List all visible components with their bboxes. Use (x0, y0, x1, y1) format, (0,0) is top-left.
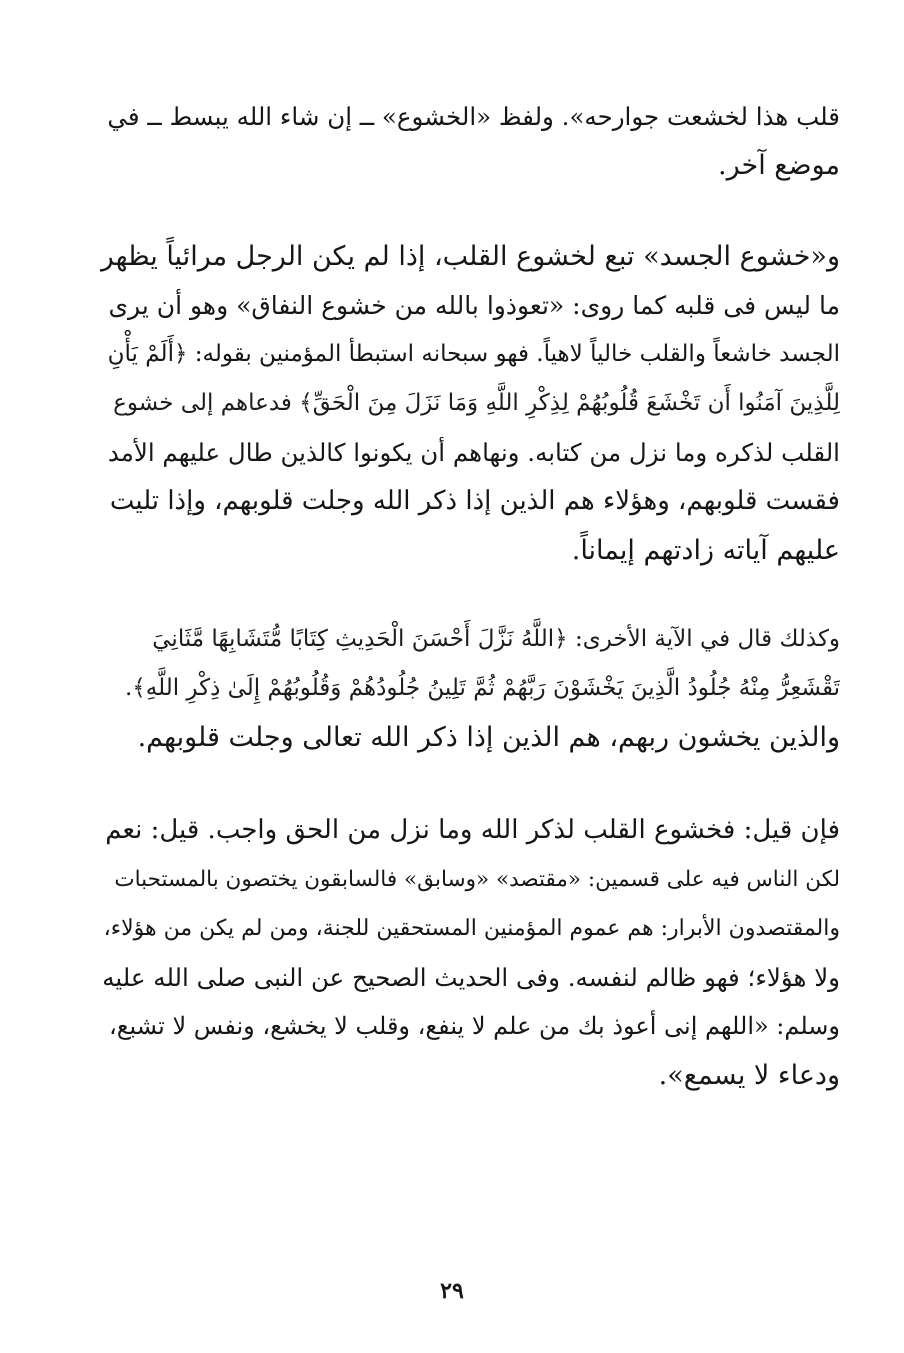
text-line: فقست قلوبهم، وهؤلاء هم الذين إذا ذكر الله وجلت قلوبهم، وإذا تليت (109, 486, 840, 516)
text-line: ودعاء لا يسمع». (658, 1060, 840, 1091)
text-line: والمقتصدون الأبرار: هم عموم المؤمنين المستحقين للجنة، ومن لم يكن من هؤلاء، (103, 916, 840, 941)
text-line: ولا هؤلاء؛ فهو ظالم لنفسه. وفى الحديث الصحيح عن النبى صلى الله عليه (102, 963, 840, 992)
text-line: والذين يخشون ربهم، هم الذين إذا ذكر الله تعالى وجلت قلوبهم. (137, 722, 840, 753)
paragraph-other-verse (100, 615, 840, 762)
paragraph-intro (100, 92, 840, 190)
text-line: و«خشوع الجسد» تبع لخشوع القلب، إذا لم يكن الرجل مرائياً يظهر (100, 241, 840, 272)
text-line: عليهم آياته زادتهم إيماناً. (571, 535, 840, 566)
text-line: القلب لذكره وما نزل من كتابه. ونهاهم أن يكونوا كالذين طال عليهم الأمد (107, 438, 840, 467)
paragraph-body-khushu (100, 232, 840, 575)
text-line: الجسد خاشعاً والقلب خالياً لاهياً. فهو سبحانه استبطأ المؤمنين بقوله: ﴿أَلَمْ يَأْنِ (107, 341, 840, 367)
text-line: فإن قيل: فخشوع القلب لذكر الله وما نزل من الحق واجب. قيل: نعم (105, 815, 840, 845)
page-body (100, 92, 840, 1100)
quran-verse-line: وكذلك قال في الآية الأخرى: ﴿اللَّهُ نَزَّلَ أَحْسَنَ الْحَدِيثِ كِتَابًا مُّتَشَابِهًا مَّثَانِيَ (152, 626, 840, 652)
text-line: ما ليس فى قلبه كما روى: «تعوذوا بالله من خشوع النفاق» وهو أن يرى (108, 291, 840, 320)
text-line: موضع آخر. (718, 150, 840, 181)
quran-verse-line: لِلَّذِينَ آمَنُوا أَن تَخْشَعَ قُلُوبُهُمْ لِذِكْرِ اللَّهِ وَمَا نَزَلَ مِنَ الْحَقِّ﴾ فدعاهم إلى خشوع (113, 390, 840, 416)
quran-verse-line: تَقْشَعِرُّ مِنْهُ جُلُودُ الَّذِينَ يَخْشَوْنَ رَبَّهُمْ ثُمَّ تَلِينُ جُلُودُهُمْ وَقُلُوبُهُمْ إِلَىٰ ذِكْرِ اللَّهِ﴾. (124, 675, 840, 701)
paragraph-question (100, 806, 840, 1100)
text-line: لكن الناس فيه على قسمين: «مقتصد» «وسابق» فالسابقون يختصون بالمستحبات (114, 867, 840, 892)
text-line: وسلم: «اللهم إنى أعوذ بك من علم لا ينفع، وقلب لا يخشع، ونفس لا تشبع، (108, 1012, 840, 1040)
page-number: ٢٩ (440, 1278, 464, 1304)
text-line: قلب هذا لخشعت جوارحه». ولفظ «الخشوع» ــ إن شاء الله يبسط ــ في (107, 102, 840, 131)
